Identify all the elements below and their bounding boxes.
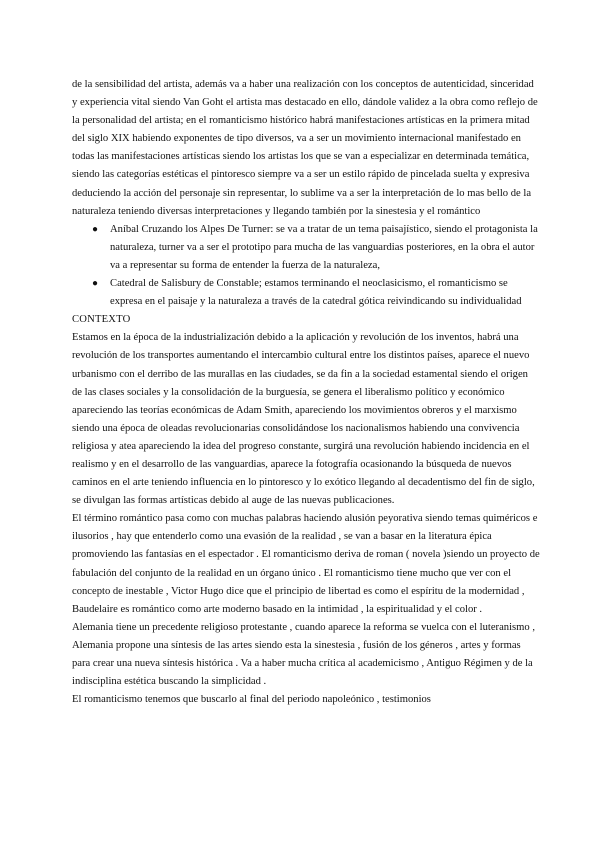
paragraph-periodo-napoleonico: El romanticismo tenemos que buscarlo al final del periodo napoleónico , testimonios	[72, 694, 431, 706]
list-item-text: Aníbal Cruzando los Alpes De Turner: se va a tratar de un tema paisajístico, siendo el protagonista la naturaleza, turner va a ser el prototipo para mucha de las vanguardias posteriores, en la obra el autor va a representar su forma de entender la fuerza de la naturaleza,	[110, 223, 538, 271]
bullet-icon: ●	[92, 223, 99, 235]
paragraph-alemania: Alemania tiene un precedente religioso protestante , cuando aparece la reforma se vuelca con el luteranismo , Alemania propone una síntesis de las artes siendo esta la sinestesia , fusión de los géneros , artes y formas para crear una nueva síntesis histórica . Va a haber mucha crítica al academicismo , Antiguo Régimen y de la indisciplina estética buscando la simplicidad .	[72, 621, 535, 688]
section-heading-contexto: CONTEXTO	[72, 314, 131, 326]
artwork-list	[72, 221, 540, 311]
list-item-text: Catedral de Salisbury de Constable; estamos terminando el neoclasicismo, el romanticismo se expresa en el paisaje y la naturaleza a través de la catedral gótica reivindicando su individualidad	[110, 278, 522, 308]
list-item	[92, 221, 540, 275]
paragraph-sensibilidad: de la sensibilidad del artista, además va a haber una realización con los conceptos de autenticidad, sinceridad y experiencia vital siendo Van Goht el artista mas destacado en ello, dándole validez a la obra como reflejo de la personalidad del artista; en el romanticismo histórico habrá manifestaciones artísticas en la primera mitad del siglo XIX habiendo exponentes de tipo diversos, va a ser un movimiento internacional manifestado en todas las manifestaciones artísticas siendo los artistas los que se van a especializar en determinada temática, siendo las categorías estéticas el pintoresco siempre va a ser un estilo rápido de pincelada suelta y expresiva deduciendo la acción del personaje sin representar, lo sublime va a ser la interpretación de lo mas bello de la naturaleza teniendo diversas interpretaciones y llegando también por la sinestesia y el romántico	[72, 79, 538, 217]
list-item	[92, 275, 540, 311]
paragraph-contexto: Estamos en la época de la industrialización debido a la aplicación y revolución de los inventos, habrá una revolución de los transportes aumentando el intercambio cultural entre los distintos países, aparece el nuevo urbanismo con el derribo de las murallas en las ciudades, se da fin a la sociedad estamental siendo el origen de las clases sociales y la consolidación de la burguesía, se genera el liberalismo político y económico apareciendo las teorías económicas de Adam Smith, apareciendo los movimientos obreros y el marxismo siendo una época de oleadas revolucionarias consolidándose los nacionalismos habiendo una convivencia religiosa y atea apareciendo la idea del progreso constante, surgirá una revolución habiendo incidencia en el realismo y en el desarrollo de las vanguardias, aparece la fotografía ocasionando la búsqueda de nuevos caminos en el arte teniendo influencia en lo pintoresco y lo exótico llegando al decadentismo del fin de siglo, se divulgan las formas artísticas debido al auge de las nuevas publicaciones.	[72, 332, 535, 507]
paragraph-termino-romantico: El término romántico pasa como con muchas palabras haciendo alusión peyorativa siendo temas quiméricos e ilusorios , hay que entenderlo como una evasión de la realidad , se van a basar en la literatura épica promoviendo las fantasías en el espectador . El romanticismo deriva de roman ( novela )siendo un proyecto de fabulación del conjunto de la realidad en un órgano único . El romanticismo tiene mucho que ver con el concepto de inestable , Victor Hugo dice que el principio de libertad es como el espíritu de la modernidad , Baudelaire es romántico como arte moderno basado en la intimidad , la espiritualidad y el color .	[72, 513, 540, 615]
bullet-icon: ●	[92, 278, 99, 290]
